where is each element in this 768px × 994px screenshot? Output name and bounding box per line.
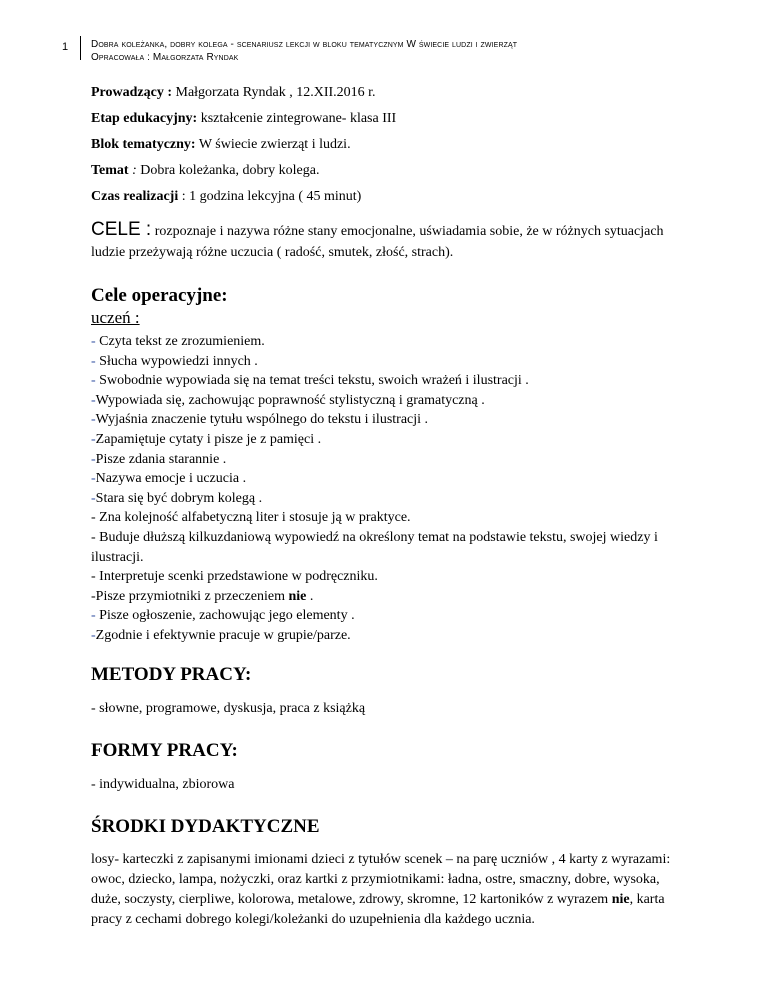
header-divider [80,36,81,60]
srodki-text-part2: , karta pracy z cechami dobrego kolegi/koleżanki do uzupełnienia dla każdego ucznia. [91,891,665,927]
list-item-text: Czyta tekst ze zrozumieniem. [99,334,265,349]
list-dash: - [91,373,100,389]
list-item [91,332,681,352]
list-dash: - [91,451,96,467]
header-author: Opracowała : Małgorzata Ryndak [91,52,239,63]
meta-value: kształcenie zintegrowane- klasa III [197,111,397,126]
cele-paragraph [91,219,681,263]
list-item [91,489,681,509]
list-item-text: -Pisze przymiotniki z przeczeniem [91,588,289,604]
meta-value: Dobra koleżanka, dobry kolega. [136,163,320,178]
list-item-text: Zapamiętuje cytaty i pisze je z pamięci . [95,431,322,447]
page-number: 1 [62,41,69,53]
list-item-text: Zgodnie i efektywnie pracuje w grupie/parze. [95,627,351,643]
list-dash: - [91,392,96,408]
list-item [91,626,681,646]
list-item-text: - Zna kolejność alfabetyczną liter i stosuje ją w praktyce. [91,510,411,526]
list-item-text: Słucha wypowiedzi innych . [99,353,258,369]
meta-temat [91,162,681,179]
meta-value: W świecie zwierząt i ludzi. [195,137,351,152]
list-item-text: Wyjaśnia znaczenie tytułu wspólnego do tekstu i ilustracji . [95,412,429,428]
list-item-text: Wypowiada się, zachowując poprawność stylistyczną i gramatyczną . [95,392,485,408]
list-item [91,352,681,372]
header-title: Dobra koleżanka, dobry kolega - scenariusz lekcji w bloku tematycznym W świecie ludzi i zwierząt [91,39,518,50]
formy-heading: FORMY PRACY: [91,739,238,761]
metody-text: - słowne, programowe, dyskusja, praca z książką [91,700,366,716]
list-item [91,469,681,489]
srodki-text [91,850,681,930]
running-header [91,38,517,64]
list-item [91,430,681,450]
list-item-text: Pisze zdania starannie . [95,451,227,467]
cele-operacyjne-subheading: uczeń : [91,308,140,327]
list-dash: - [91,412,96,428]
list-item [91,606,681,626]
list-item [91,391,681,411]
meta-label: Etap edukacyjny: [91,111,198,126]
srodki-text-part1: losy- karteczki z zapisanymi imionami dzieci z tytułów scenek – na parę uczniów , 4 karty z wyrazami: owoc, dziecko, lampa, nożyczki, oraz kartki z przymiotnikami: ładna, ostre, smaczny, dobre, wysoka, duże, soczysty, cierpliwe, kolorowa, metalowe, zdrowy, skromne, 12 kartoników z wyrazem [91,851,671,907]
meta-label: Czas realizacji [91,189,179,204]
list-item-text: Nazywa emocje i uczucia . [95,471,247,487]
cele-operacyjne-list [91,332,681,646]
cele-operacyjne-heading: Cele operacyjne: [91,285,228,306]
list-item [91,410,681,430]
meta-prowadzacy [91,84,681,101]
list-item-text: Swobodnie wypowiada się na temat treści tekstu, swoich wrażeń i ilustracji . [99,373,529,389]
metody-heading: METODY PRACY: [91,663,252,685]
list-item-text: - Interpretuje scenki przedstawione w podręczniku. [91,569,378,585]
meta-value: Małgorzata Ryndak , 12.XII.2016 r. [172,85,376,100]
list-dash: - [91,471,96,487]
meta-etap [91,110,681,127]
list-dash: - [91,490,96,506]
list-item-text: Stara się być dobrym kolegą . [95,490,263,506]
srodki-heading: ŚRODKI DYDAKTYCZNE [91,815,320,837]
list-item [91,371,681,391]
list-item-bold: nie [288,588,307,604]
formy-text: - indywidualna, zbiorowa [91,776,235,792]
list-item [91,508,681,528]
meta-separator: : [128,163,137,178]
list-item-text: Pisze ogłoszenie, zachowując jego elementy . [99,608,355,624]
meta-blok [91,136,681,153]
list-item [91,567,681,587]
list-item [91,450,681,470]
meta-value: : 1 godzina lekcyjna ( 45 minut) [178,189,362,204]
meta-label: Temat [91,163,129,178]
meta-czas [91,188,681,205]
list-item-text: - Buduje dłuższą kilkuzdaniową wypowiedź na określony temat na podstawie tekstu, swojej wiedzy i ilustracji. [91,529,658,565]
list-dash: - [91,608,100,624]
list-item [91,528,681,567]
srodki-text-bold: nie [611,891,630,907]
cele-label: CELE : [91,219,152,240]
list-dash: - [91,353,100,369]
cele-text: rozpoznaje i nazywa różne stany emocjonalne, uświadamia sobie, że w różnych sytuacjach ludzie przeżywają różne uczucia ( radość, smutek, złość, strach). [91,224,664,260]
meta-label: Prowadzący : [91,85,172,100]
list-dash: - [91,431,96,447]
meta-label: Blok tematyczny: [91,137,196,152]
list-item [91,587,681,607]
list-dash: - [91,627,96,643]
document-body [91,84,681,930]
list-item-text-after: . [306,588,314,604]
list-dash: - [91,334,100,349]
